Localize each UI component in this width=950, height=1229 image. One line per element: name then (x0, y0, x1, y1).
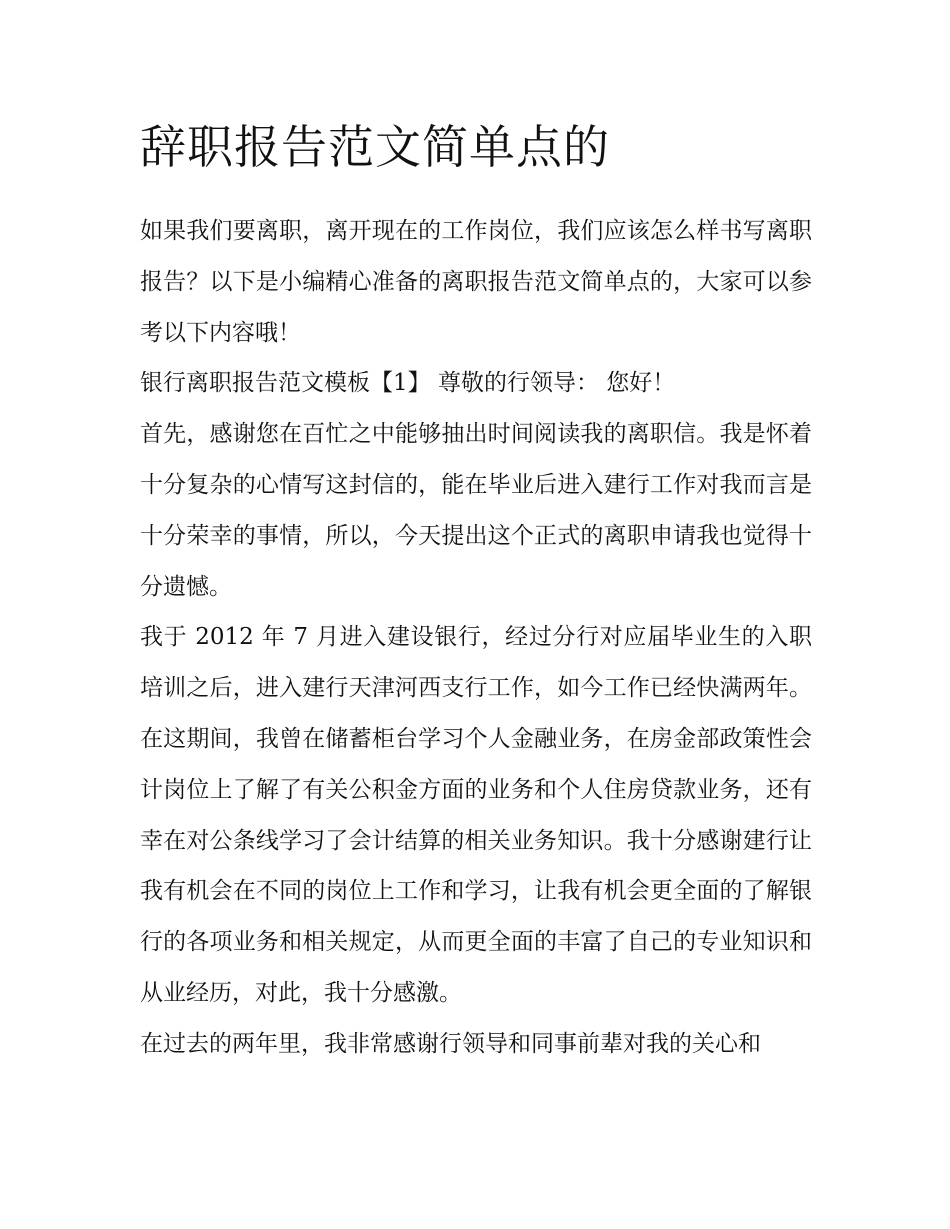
body-paragraph: 首先，感谢您在百忙之中能够抽出时间阅读我的离职信。我是怀着十分复杂的心情写这封信的，能在毕业后进入建行工作对我而言是十分荣幸的事情，所以，今天提出这个正式的离职申请我也觉得十分遗憾。 (140, 421, 812, 600)
intro-paragraph: 如果我们要离职，离开现在的工作岗位，我们应该怎么样书写离职报告？以下是小编精心准备的离职报告范文简单点的，大家可以参考以下内容哦！ (140, 218, 812, 346)
body-paragraph: 在过去的两年里，我非常感谢行领导和同事前辈对我的关心和 (140, 1030, 761, 1057)
letter-heading: 银行离职报告范文模板【1】 尊敬的行领导： 您好！ (140, 370, 676, 397)
body-paragraph: 我于 2012 年 7 月进入建设银行，经过分行对应届毕业生的入职培训之后，进入建行天津河西支行工作，如今工作已经快满两年。在这期间，我曾在储蓄柜台学习个人金融业务，在房金部政策性会计岗位上了解了有关公积金方面的业务和个人住房贷款业务，还有幸在对公条线学习了会计结算的相关业务知识。我十分感谢建行让我有机会在不同的岗位上工作和学习，让我有机会更全面的了解银行的各项业务和相关规定，从而更全面的丰富了自己的专业知识和从业经历，对此，我十分感激。 (140, 624, 812, 1006)
document-page (140, 112, 812, 1070)
document-title: 辞职报告范文简单点的 (140, 120, 610, 174)
